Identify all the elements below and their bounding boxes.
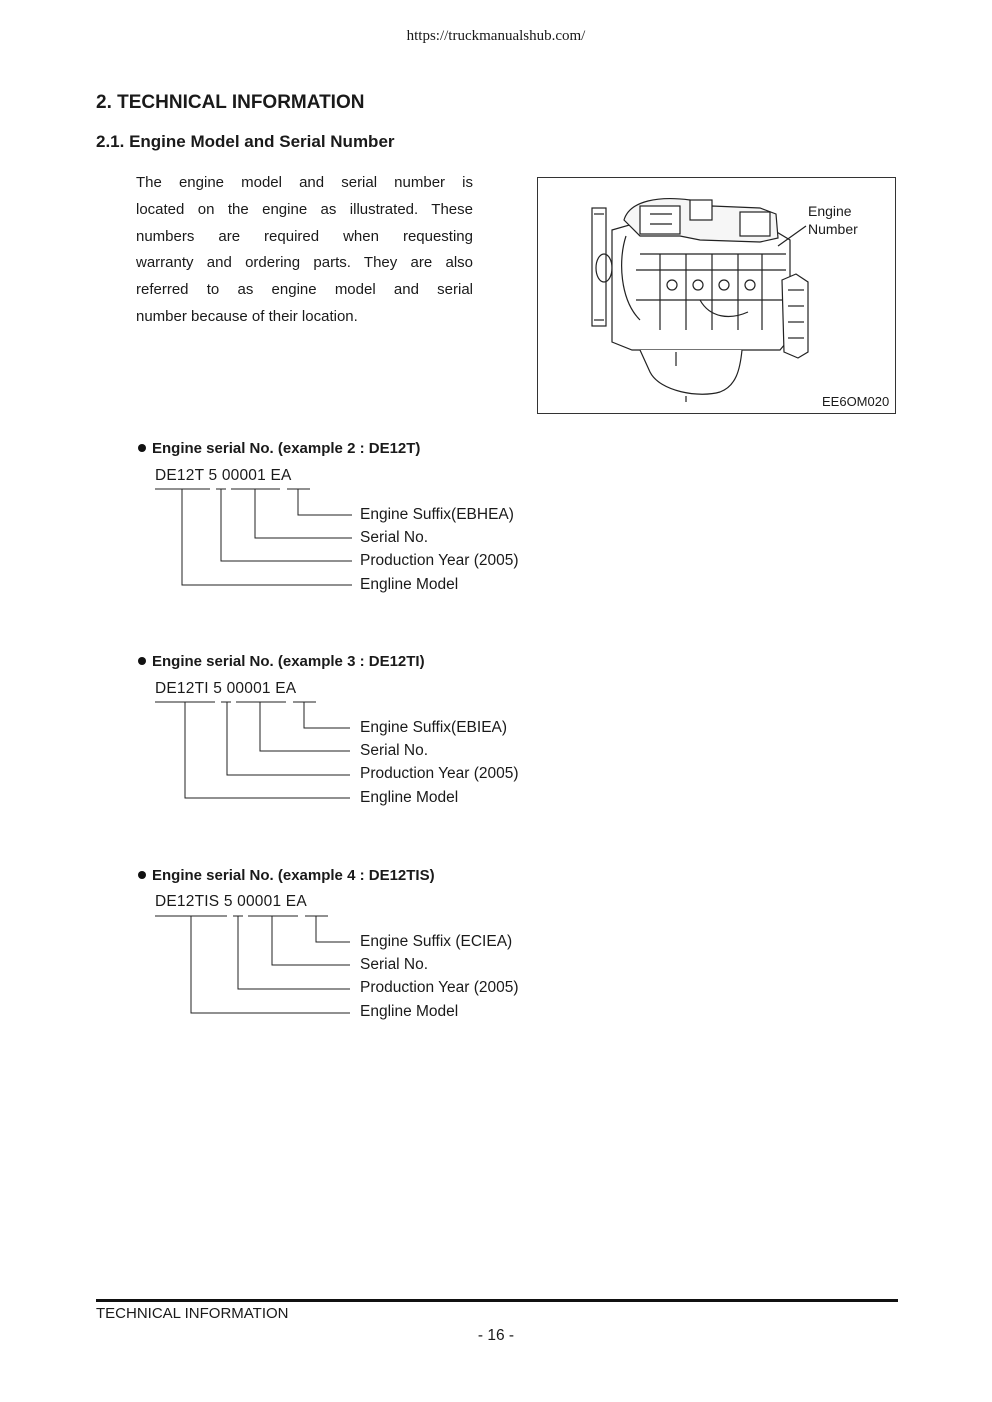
model-label: Engline Model <box>360 1003 459 1020</box>
code-suffix: EA <box>285 893 307 910</box>
code-serial: 00001 <box>226 680 271 697</box>
model-label: Engline Model <box>360 576 459 593</box>
serial-label: Serial No. <box>360 529 429 546</box>
example-heading-text: Engine serial No. (example 4 : DE12TIS) <box>152 867 435 884</box>
figure-callout-line: Number <box>808 221 858 237</box>
code-serial: 00001 <box>237 893 282 910</box>
figure-callout-line: Engine <box>808 203 852 219</box>
intro-line: number because of their location. <box>136 307 358 325</box>
intro-line: warranty and ordering parts. They are also <box>136 254 473 272</box>
serial-label: Serial No. <box>360 742 429 759</box>
code-model: DE12TIS <box>155 893 220 910</box>
serial-label: Serial No. <box>360 956 429 973</box>
code-suffix: EA <box>270 467 292 484</box>
figure-code: EE6OM020 <box>822 394 890 409</box>
suffix-label: Engine Suffix (ECIEA) <box>360 933 513 950</box>
intro-line: The engine model and serial number is <box>136 174 473 191</box>
section-subtitle: 2.1. Engine Model and Serial Number <box>96 132 395 151</box>
footer-section-name: TECHNICAL INFORMATION <box>96 1305 289 1322</box>
example-heading-text: Engine serial No. (example 2 : DE12T) <box>152 440 421 457</box>
code-model: DE12T <box>155 467 204 484</box>
suffix-label: Engine Suffix(EBIEA) <box>360 719 508 736</box>
year-label: Production Year (2005) <box>360 979 519 996</box>
code-suffix: EA <box>275 680 297 697</box>
intro-line: located on the engine as illustrated. These <box>136 200 473 218</box>
intro-line: numbers are required when requesting <box>136 227 473 245</box>
year-label: Production Year (2005) <box>360 765 519 782</box>
suffix-label: Engine Suffix(EBHEA) <box>360 506 514 523</box>
footer-rule <box>96 1299 898 1302</box>
code-year: 5 <box>223 893 233 910</box>
header-url: https://truckmanualshub.com/ <box>406 28 586 44</box>
section-title: 2. TECHNICAL INFORMATION <box>96 92 365 113</box>
intro-line: referred to as engine model and serial <box>136 281 473 299</box>
code-year: 5 <box>208 467 218 484</box>
model-label: Engline Model <box>360 789 459 806</box>
page-number: - 16 - <box>477 1327 515 1344</box>
code-year: 5 <box>213 680 223 697</box>
code-model: DE12TI <box>155 680 209 697</box>
example-heading-text: Engine serial No. (example 3 : DE12TI) <box>152 653 425 670</box>
year-label: Production Year (2005) <box>360 552 519 569</box>
code-serial: 00001 <box>221 467 266 484</box>
